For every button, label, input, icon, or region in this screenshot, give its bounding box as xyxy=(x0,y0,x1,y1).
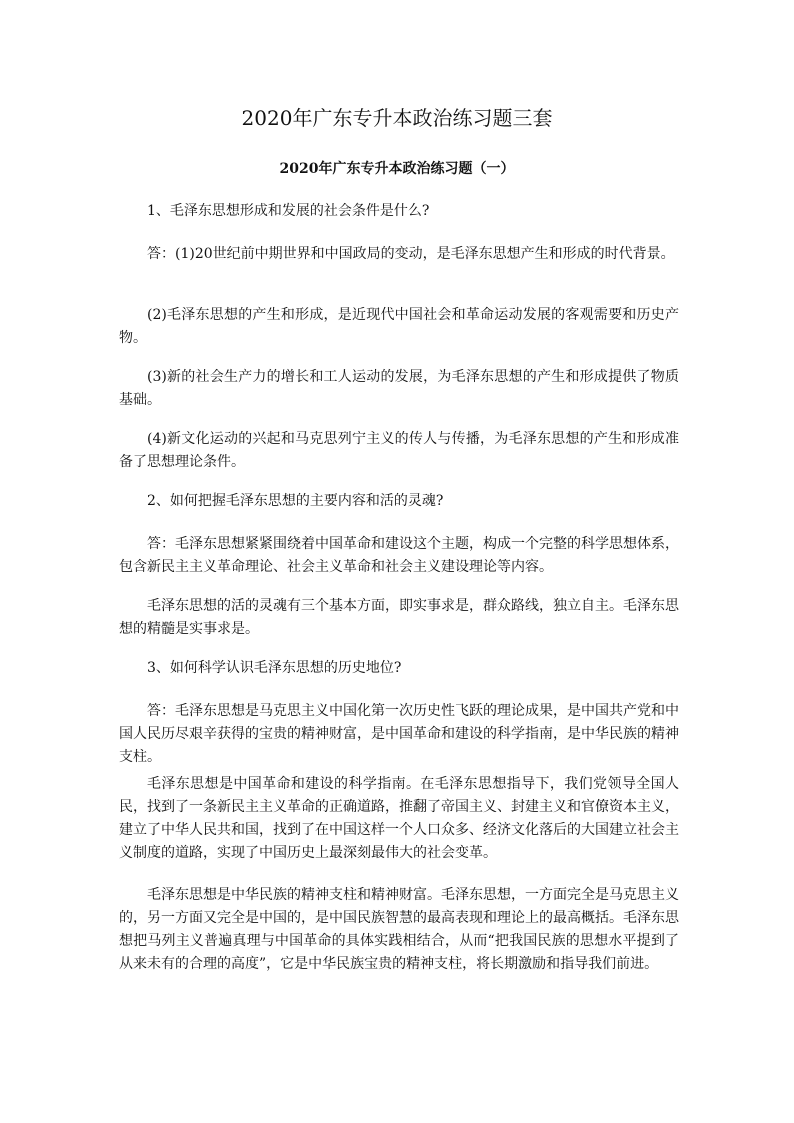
question-3: 3、如何科学认识毛泽东思想的历史地位? xyxy=(147,660,402,676)
answer-1-part-4: (4)新文化运动的兴起和马克思列宁主义的传人与传播，为毛泽东思想的产生和形成准备了思想理论条件。 xyxy=(119,431,679,470)
answer-1-part-1: 答：(1)20世纪前中期世界和中国政局的变动，是毛泽东思想产生和形成的时代背景。 xyxy=(147,246,675,262)
answer-1-part-2: (2)毛泽东思想的产生和形成，是近现代中国社会和革命运动发展的客观需要和历史产物。 xyxy=(119,307,679,346)
question-2: 2、如何把握毛泽东思想的主要内容和活的灵魂? xyxy=(147,493,444,509)
answer-2-part-2: 毛泽东思想的活的灵魂有三个基本方面，即实事求是，群众路线，独立自主。毛泽东思想的精髓是实事求是。 xyxy=(119,598,679,637)
question-1: 1、毛泽东思想形成和发展的社会条件是什么? xyxy=(147,203,430,219)
answer-1-part-3: (3)新的社会生产力的增长和工人运动的发展，为毛泽东思想的产生和形成提供了物质基础。 xyxy=(119,369,679,408)
answer-3-part-2: 毛泽东思想是中国革命和建设的科学指南。在毛泽东思想指导下，我们党领导全国人民，找到了一条新民主主义革命的正确道路，推翻了帝国主义、封建主义和官僚资本主义，建立了中华人民共和国，找到了在中国这样一个人口众多、经济文化落后的大国建立社会主义制度的道路，实现了中国历史上最深刻最伟大的社会变革。 xyxy=(119,776,679,861)
section-title: 2020年广东专升本政治练习题（一） xyxy=(279,161,515,177)
answer-3-part-3: 毛泽东思想是中华民族的精神支柱和精神财富。毛泽东思想，一方面完全是马克思主义的，另一方面又完全是中国的，是中国民族智慧的最高表现和理论上的最高概括。毛泽东思想把马列主义普遍真理与中国革命的具体实践相结合，从而“把我国民族的思想水平提到了从来未有的合理的高度”，它是中华民族宝贵的精神支柱，将长期激励和指导我们前进。 xyxy=(119,887,679,972)
answer-2-part-1: 答：毛泽东思想紧紧围绕着中国革命和建设这个主题，构成一个完整的科学思想体系，包含新民主主义革命理论、社会主义革命和社会主义建设理论等内容。 xyxy=(119,536,679,575)
document-title: 2020年广东专升本政治练习题三套 xyxy=(241,106,553,130)
answer-3-part-1: 答：毛泽东思想是马克思主义中国化第一次历史性飞跃的理论成果，是中国共产党和中国人民历尽艰辛获得的宝贵的精神财富，是中国革命和建设的科学指南，是中华民族的精神支柱。 xyxy=(119,703,679,765)
